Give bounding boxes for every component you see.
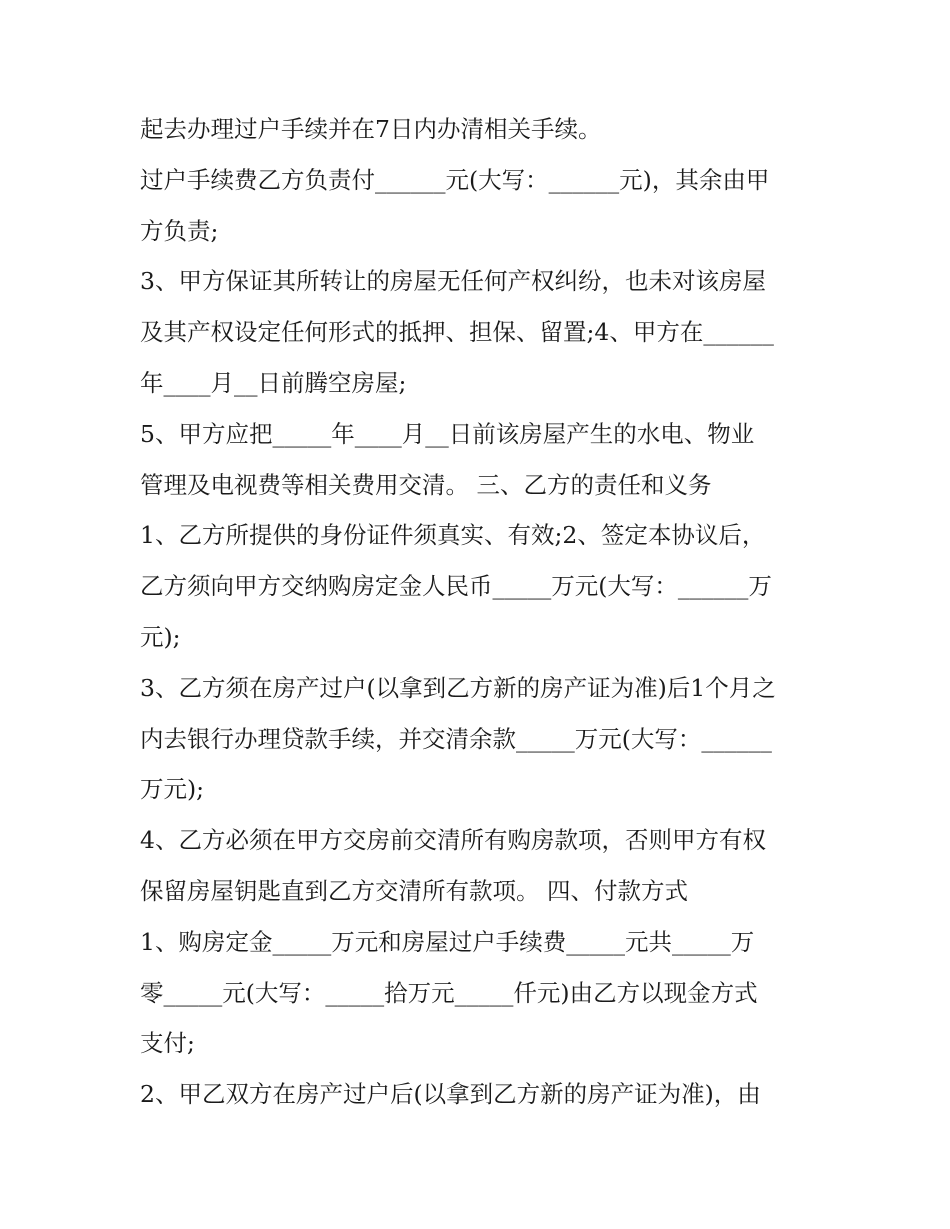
text-line: 支付; (140, 1029, 195, 1058)
text-line: 5、甲方应把_____年____月__日前该房屋产生的水电、物业 (140, 419, 755, 448)
text-line: 4、乙方必须在甲方交房前交清所有购房款项，否则甲方有权 (140, 826, 766, 855)
text-line: 起去办理过户手续并在7日内办清相关手续。 (140, 115, 602, 143)
text-line: 1、乙方所提供的身份证件须真实、有效;2、签定本协议后， (140, 521, 766, 550)
text-line: 3、乙方须在房产过户(以拿到乙方新的房产证为准)后1个月之 (140, 673, 776, 702)
text-line: 内去银行办理贷款手续，并交清余款_____万元(大写：______ (140, 724, 772, 753)
text-line: 方负责; (140, 216, 219, 245)
text-line: 1、购房定金_____万元和房屋过户手续费_____元共_____万 (140, 927, 755, 956)
text-line: 2、甲乙双方在房产过户后(以拿到乙方新的房产证为准)，由 (140, 1080, 761, 1109)
text-line: 元); (140, 622, 181, 651)
text-line: 乙方须向甲方交纳购房定金人民币_____万元(大写：______万 (140, 572, 772, 601)
text-line: 保留房屋钥匙直到乙方交清所有款项。 四、付款方式 (140, 876, 688, 905)
text-line: 3、甲方保证其所转让的房屋无任何产权纠纷，也未对该房屋 (140, 267, 766, 296)
text-line: 万元); (140, 775, 205, 804)
text-line: 管理及电视费等相关费用交清。 三、乙方的责任和义务 (140, 470, 712, 499)
text-line: 过户手续费乙方负责付______元(大写：______元)，其余由甲 (140, 165, 770, 194)
text-line: 及其产权设定任何形式的抵押、担保、留置;4、甲方在______ (140, 318, 774, 347)
text-line: 年____月__日前腾空房屋; (140, 368, 407, 397)
document-body (140, 104, 830, 1120)
text-line: 零_____元(大写：_____拾万元_____仟元)由乙方以现金方式 (140, 978, 758, 1007)
